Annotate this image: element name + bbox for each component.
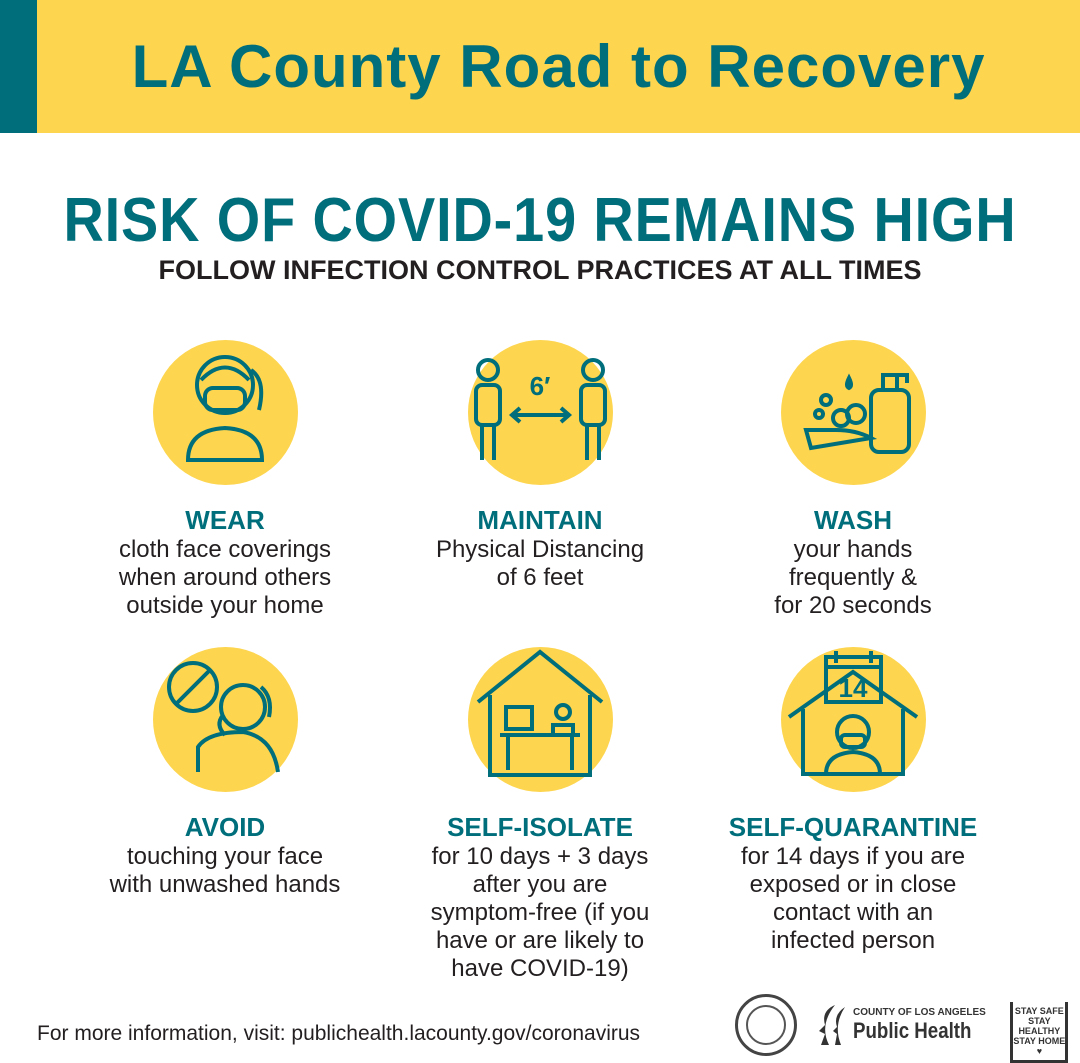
item-text: outside your home (126, 592, 324, 619)
item-wash (693, 340, 1013, 620)
item-text: exposed or in close (749, 871, 957, 898)
ph-small-text: COUNTY OF LOS ANGELES (853, 1006, 986, 1018)
item-text: for 14 days if you are (740, 843, 966, 870)
item-title: SELF-QUARANTINE (728, 812, 978, 842)
home-isolate-icon (458, 637, 623, 802)
item-text: after you are (472, 871, 608, 898)
stay-line: STAY SAFE (1014, 1005, 1064, 1016)
item-text: symptom-free (if you (430, 899, 650, 926)
accent-bar (0, 0, 37, 133)
item-text: cloth face coverings (118, 536, 332, 563)
item-text: Physical Distancing (435, 536, 645, 563)
item-self-isolate (380, 647, 700, 983)
distance-label: 6′ (529, 371, 550, 401)
calendar-day-label: 14 (838, 673, 867, 703)
item-text: when around others (118, 564, 332, 591)
headline: RISK OF COVID-19 REMAINS HIGH (63, 186, 1017, 255)
item-title: MAINTAIN (477, 505, 603, 535)
stay-safe-logo (1010, 1002, 1068, 1063)
item-avoid (65, 647, 385, 899)
no-face-touch-icon (143, 637, 308, 802)
item-text: frequently & (788, 564, 918, 591)
item-text: have or are likely to (435, 927, 645, 954)
subheadline: FOLLOW INFECTION CONTROL PRACTICES AT ALL TIMES (158, 255, 922, 285)
item-title: WASH (814, 505, 892, 535)
footer-info-link[interactable]: For more information, visit: publichealth.lacounty.gov/coronavirus (37, 1022, 641, 1045)
item-text: for 10 days + 3 days (431, 843, 649, 870)
item-text: with unwashed hands (109, 871, 341, 898)
item-wear (65, 340, 385, 620)
county-seal-logo (735, 994, 797, 1056)
item-title: SELF-ISOLATE (447, 812, 633, 842)
item-text: infected person (770, 927, 936, 954)
profiles-icon (815, 1003, 849, 1047)
public-health-logo (815, 1003, 992, 1047)
face-mask-icon (143, 330, 308, 495)
item-title: AVOID (184, 812, 266, 842)
item-text: have COVID-19) (451, 955, 629, 982)
physical-distance-icon (458, 330, 623, 495)
logos (735, 990, 1068, 1060)
item-title: WEAR (185, 505, 265, 535)
item-self-quarantine (693, 647, 1013, 955)
item-text: for 20 seconds (774, 592, 932, 619)
ph-big-text: Public Health (853, 1017, 972, 1043)
item-text: of 6 feet (496, 564, 584, 591)
stay-line: STAY HEALTHY (1018, 1015, 1061, 1036)
item-text: touching your face (126, 843, 324, 870)
hand-wash-icon (771, 330, 936, 495)
item-maintain (380, 340, 700, 592)
banner-title: LA County Road to Recovery (131, 33, 986, 100)
item-text: contact with an (772, 899, 934, 926)
title-banner (0, 0, 1080, 133)
item-text: your hands (793, 536, 913, 563)
heart-icon: ♥ (1036, 1045, 1043, 1056)
quarantine-calendar-icon (771, 637, 936, 802)
stay-line: STAY HOME (1013, 1035, 1066, 1046)
